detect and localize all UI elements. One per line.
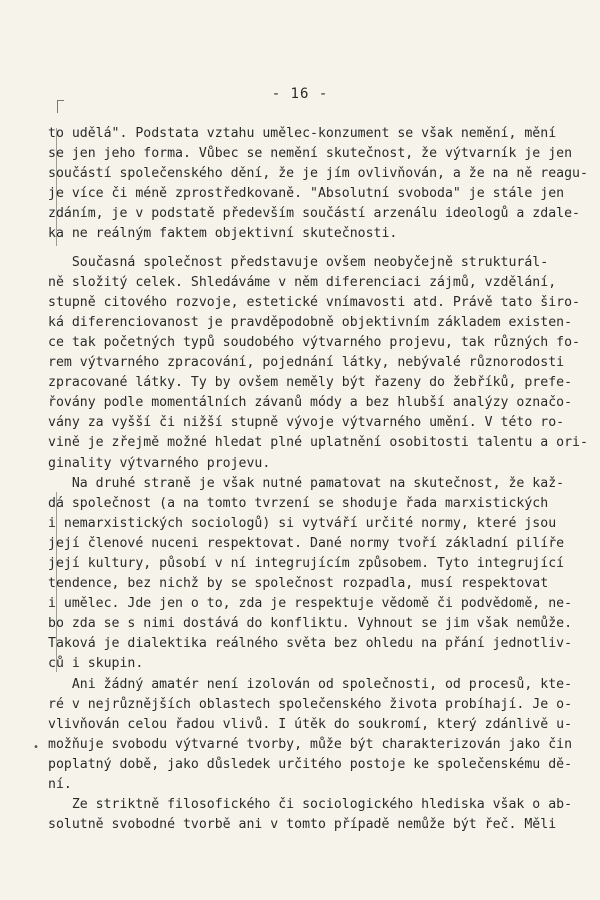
text-line: vině je zřejmě možné hledat plné uplatnění osobitosti talentu a ori-: [48, 435, 588, 451]
text-line: ka ne reálným faktem objektivní skutečnosti.: [48, 226, 398, 242]
text-line: tendence, bez nichž by se společnost rozpadla, musí respektovat: [48, 576, 549, 592]
text-line: je více či méně zprostředkovaně. "Absolutní svoboda" je stále jen: [48, 186, 565, 202]
text-line: ce tak početných typů soudobého výtvarného projevu, tak různých fo-: [48, 334, 580, 350]
body-text: [48, 124, 600, 835]
text-line: to udělá". Podstata vztahu umělec-konzument se však nemění, mění: [48, 126, 557, 141]
text-line: její kultury, působí v ní integrujícím způsobem. Tyto integrující: [48, 555, 565, 571]
text-line: vány za vyšší či nižší stupně vývoje výtvarného umění. V této ro-: [48, 415, 565, 431]
text-line: bo zda se s nimi dostává do konfliktu. Vyhnout se jim však nemůže.: [48, 616, 573, 632]
text-line: zdáním, je v podstatě především součástí arzenálu ideologů a zdale-: [48, 206, 580, 222]
text-line: solutně svobodné tvorbě ani v tomto případě nemůže být řeč. Měli: [48, 817, 557, 833]
text-line: možňuje svobodu výtvarné tvorby, může být charakterizován jako čin: [48, 736, 573, 752]
margin-dot: •: [33, 742, 40, 753]
text-line: stupně citového rozvoje, estetické vnímavosti atd. Právě tato širo-: [48, 294, 580, 310]
text-line: zpracované látky. Ty by ovšem neměly být řazeny do žebříků, prefe-: [48, 375, 573, 391]
corner-mark: [57, 100, 64, 113]
text-line: Současná společnost představuje ovšem neobyčejně strukturál-: [48, 254, 549, 270]
text-line: i nemarxistických sociologů) si vytváří určité normy, které jsou: [48, 515, 557, 531]
text-line: Ani žádný amatér není izolován od společnosti, od procesů, kte-: [48, 676, 573, 692]
text-line: Na druhé straně je však nutné pamatovat na skutečnost, že kaž-: [48, 475, 565, 491]
text-line: se jen jeho forma. Vůbec se nemění skutečnost, že výtvarník je jen: [48, 146, 573, 162]
text-line: ré v nejrůznějších oblastech společenského života probíhají. Je o-: [48, 696, 573, 712]
text-line: poplatný době, jako důsledek určitého postoje ke společenskému dě-: [48, 756, 573, 772]
page-number: - 16 -: [271, 86, 329, 102]
text-line: dá společnost (a na tomto tvrzení se shoduje řada marxistických: [48, 495, 549, 511]
text-line: ginality výtvarného projevu.: [48, 455, 271, 471]
text-line: Ze striktně filosofického či sociologického hlediska však o ab-: [48, 797, 573, 813]
text-line: Taková je dialektika reálného světa bez ohledu na přání jednotliv-: [48, 636, 573, 652]
text-line: ká diferenciovanost je pravděpodobně objektivním základem existen-: [48, 314, 573, 330]
text-line: ně složitý celek. Shledáváme v něm diferenciaci zájmů, vzdělání,: [48, 274, 557, 290]
text-line: i umělec. Jde jen o to, zda je respektuje vědomě či podvědomě, ne-: [48, 596, 573, 612]
text-line: ní.: [48, 777, 72, 792]
text-line: vlivňován celou řadou vlivů. I útěk do soukromí, který zdánlivě u-: [48, 716, 573, 732]
text-line: rem výtvarného zpracování, pojednání látky, nebývalé různorodosti: [48, 355, 565, 371]
text-line: její členové nuceni respektovat. Dané normy tvoří základní pilíře: [48, 535, 565, 551]
text-line: ců i skupin.: [48, 656, 144, 672]
text-line: řovány podle momentálních závanů módy a bez hlubší analýzy označo-: [48, 395, 573, 411]
text-line: součástí společenského dění, že je jím ovlivňován, a že na ně reagu-: [48, 166, 588, 182]
paragraph-gap: [48, 245, 600, 253]
